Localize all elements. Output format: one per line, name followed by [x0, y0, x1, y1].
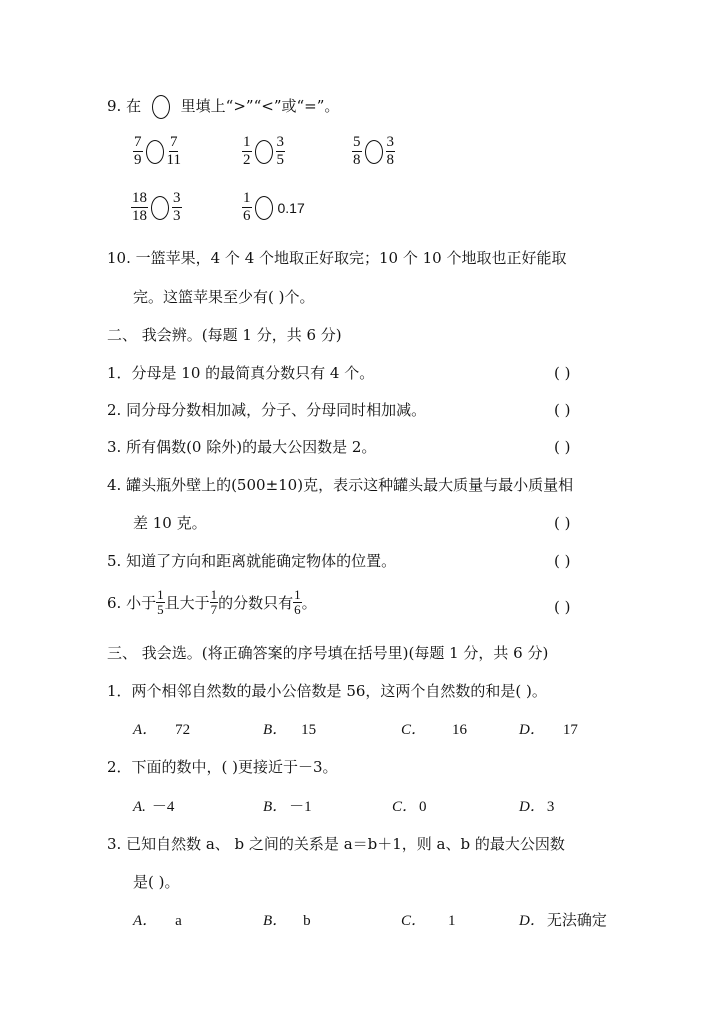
choice-q2-option-d[interactable]: D． 3 — [519, 799, 555, 815]
choice-q1-option-a[interactable]: A． 72 — [133, 722, 191, 738]
fraction: $\frac{1}{6}$ — [243, 190, 251, 224]
choice-q1-option-c[interactable]: C． 16 — [401, 722, 468, 738]
answer-circle[interactable] — [365, 140, 383, 164]
fraction: $\frac{3}{5}$ — [276, 134, 284, 168]
judge-item-4-cont: 差 10 克。 — [133, 514, 207, 532]
choice-q2-option-c[interactable]: C． 0 — [392, 799, 427, 815]
choice-q3-text-cont: 是( )。 — [133, 873, 180, 891]
fraction: $\frac{1}{7}$ — [210, 587, 218, 617]
judge-answer-blank-3[interactable]: ( ) — [554, 438, 571, 456]
judge-item-4: 4. 罐头瓶外壁上的(500±10)克，表示这种罐头最大质量与最小质量相 — [107, 476, 574, 494]
answer-circle[interactable] — [255, 140, 273, 164]
fraction: $\frac{1}{6}$ — [294, 587, 301, 617]
q9-pre: 在 — [126, 97, 142, 115]
fraction: $\frac{3}{3}$ — [173, 190, 181, 224]
section-3-title: 三、 我会选。(将正确答案的序号填在括号里)(每题 1 分，共 6 分) — [107, 644, 549, 662]
judge-item-5: 5. 知道了方向和距离就能确定物体的位置。 — [107, 552, 397, 570]
fraction: $\frac{1}{2}$ — [243, 134, 251, 168]
choice-q1-option-d[interactable]: D． 17 — [519, 722, 578, 738]
fraction: $\frac{18}{18}$ — [132, 190, 147, 224]
choice-q2-text: 2．下面的数中，( )更接近于－3。 — [107, 758, 338, 776]
judge-item-2: 2. 同分母分数相加减，分子、分母同时相加减。 — [107, 401, 427, 419]
judge-item-3: 3. 所有偶数(0 除外)的最大公因数是 2。 — [107, 438, 377, 456]
choice-q1-text: 1．两个相邻自然数的最小公倍数是 56，这两个自然数的和是( )。 — [107, 682, 547, 700]
choice-q3-option-d[interactable]: D． 无法确定 — [519, 913, 607, 929]
choice-q2-option-a[interactable]: A. －4 — [133, 799, 175, 815]
answer-circle[interactable] — [146, 140, 164, 164]
q10-line-1: 10. 一篮苹果，4 个 4 个地取正好取完；10 个 10 个地取也正好能取 — [107, 249, 567, 267]
answer-circle[interactable] — [151, 196, 169, 220]
judge-item-1: 1．分母是 10 的最简真分数只有 4 个。 — [107, 364, 375, 382]
q10-line-2: 完。这篮苹果至少有( )个。 — [133, 288, 315, 306]
fraction: $\frac{5}{8}$ — [353, 134, 361, 168]
choice-q2-option-b[interactable]: B． －1 — [263, 799, 312, 815]
judge-answer-blank-5[interactable]: ( ) — [554, 552, 571, 570]
fraction: $\frac{7}{11}$ — [166, 134, 181, 168]
judge-answer-blank-2[interactable]: ( ) — [554, 401, 571, 419]
judge-answer-blank-4[interactable]: ( ) — [554, 514, 571, 532]
fraction: $\frac{3}{8}$ — [386, 134, 394, 168]
judge-item-6: 6. 小于 $\frac{1}{5}$ 且大于 $\frac{1}{7}$ 的分数只有 $\frac{1}{6}$ 。 — [107, 587, 317, 617]
q9-compare-5 — [242, 190, 305, 225]
q9-compare-4 — [131, 190, 182, 225]
choice-q1-option-b[interactable]: B． 15 — [263, 722, 317, 738]
q9-instruction: 里填上“>”“<”或“=”。 — [180, 97, 340, 115]
circle-blank-example — [152, 95, 170, 119]
fraction: $\frac{1}{5}$ — [157, 587, 164, 617]
q9-compare-1 — [133, 134, 181, 169]
fraction: $\frac{7}{9}$ — [134, 134, 142, 168]
choice-q3-option-c[interactable]: C． 1 — [401, 913, 456, 929]
choice-q3-option-b[interactable]: B． b — [263, 913, 311, 929]
choice-q3-option-a[interactable]: A． a — [133, 913, 182, 929]
q9-number: 9. — [107, 97, 122, 115]
decimal-value: 0.17 — [277, 199, 305, 216]
q9-line — [107, 95, 339, 119]
section-2-title: 二、 我会辨。(每题 1 分，共 6 分) — [107, 326, 342, 344]
choice-q3-text: 3. 已知自然数 a、 b 之间的关系是 a＝b＋1，则 a、b 的最大公因数 — [107, 835, 565, 853]
judge-answer-blank-1[interactable]: ( ) — [554, 364, 571, 382]
judge-answer-blank-6[interactable]: ( ) — [554, 598, 571, 616]
q9-compare-3 — [352, 134, 395, 169]
q9-compare-2 — [242, 134, 285, 169]
answer-circle[interactable] — [255, 196, 273, 220]
